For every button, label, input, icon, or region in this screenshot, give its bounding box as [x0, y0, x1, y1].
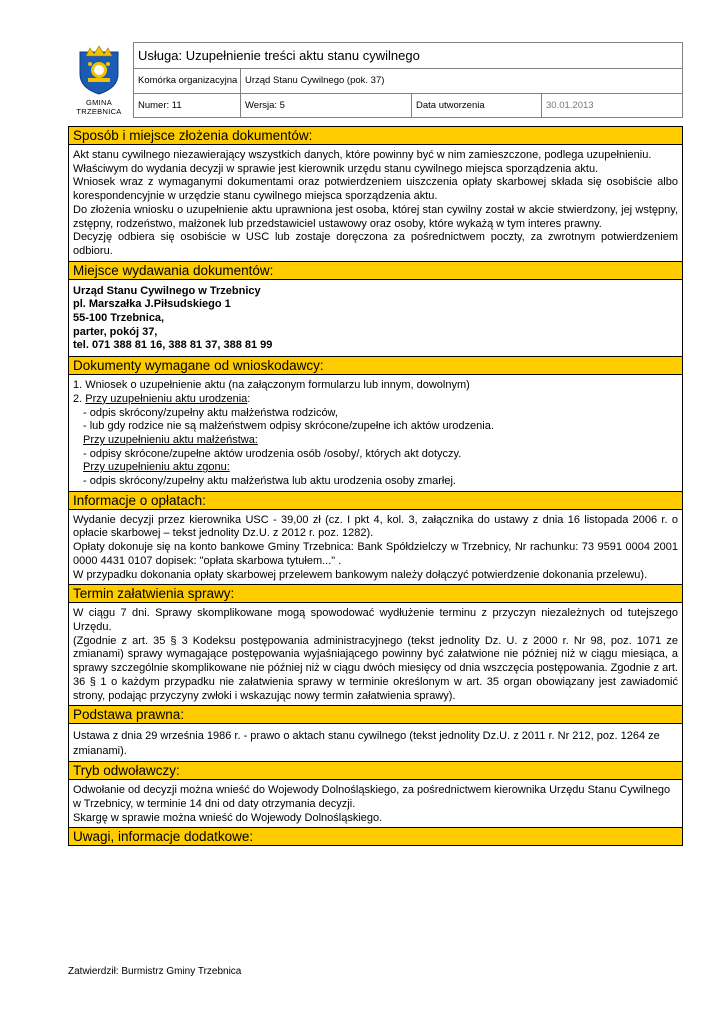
meta-row	[134, 94, 682, 117]
service-title: Usługa: Uzupełnienie treści aktu stanu cywilnego	[134, 43, 682, 69]
section-body-legal-basis	[69, 724, 682, 761]
municipality-logo	[68, 42, 130, 118]
section-heading-issue-place: Miejsce wydawania dokumentów:	[69, 261, 682, 280]
birth-heading: Przy uzupełnieniu aktu urodzenia	[85, 392, 248, 405]
paragraph: Wydanie decyzji przez kierownika USC - 39,00 zł (cz. I pkt 4, kol. 3, załącznika do ustawy z dnia 16 listopada 2006 r. o opłacie skarbowej – tekst jednolity Dz.U. z 2012 r. poz. 1282).	[73, 513, 678, 540]
death-heading: Przy uzupełnieniu aktu zgonu:	[83, 461, 230, 474]
paragraph: Decyzję odbiera się osobiście w USC lub zostaje doręczona za pośrednictwem poczty, za zwrotnym potwierdzeniem odbioru.	[73, 231, 678, 257]
section-body-deadline	[69, 603, 682, 705]
unit-label: Komórka organizacyjna	[134, 69, 241, 93]
logo-caption	[68, 98, 130, 116]
paragraph: Akt stanu cywilnego niezawierający wszystkich danych, które powinny być w nim zamieszczone, podlega uzupełnieniu.	[73, 149, 652, 161]
office-city: 55-100 Trzebnica,	[73, 312, 165, 325]
created-date: 30.01.2013	[546, 100, 594, 111]
document-page	[68, 42, 683, 846]
section-body-required-docs	[69, 375, 682, 491]
section-body-issue-place	[69, 280, 682, 357]
approval-footer: Zatwierdził: Burmistrz Gminy Trzebnica	[68, 966, 242, 977]
list-item: - odpisy skrócone/zupełne aktów urodzenia osób /osoby/, których akt dotyczy.	[83, 447, 462, 460]
section-heading-appeal: Tryb odwoławczy:	[69, 761, 682, 780]
section-heading-deadline: Termin załatwienia sprawy:	[69, 584, 682, 603]
version-value: Wersja: 5	[241, 94, 412, 117]
paragraph: Opłaty dokonuje się na konto bankowe Gminy Trzebnica: Bank Spółdzielczy w Trzebnicy, Nr rachunku: 73 9591 0004 2001 0000 4431 0107 dopisek: "opłata skarbowa tytułem..." .	[73, 541, 678, 567]
list-number: 2.	[73, 392, 86, 405]
unit-value: Urząd Stanu Cywilnego (pok. 37)	[245, 75, 385, 86]
section-heading-fees: Informacje o opłatach:	[69, 491, 682, 510]
logo-line-2: TRZEBNICA	[76, 107, 122, 116]
paragraph: W przypadku dokonania opłaty skarbowej przelewem bankowym należy dołączyć potwierdzenie dokonania przelewu).	[73, 568, 648, 581]
paragraph: Właściwym do wydania decyzji w sprawie jest kierownik urzędu stanu cywilnego miejsca sporządzenia aktu.	[73, 162, 599, 175]
list-item: - lub gdy rodzice nie są małżeństwem odpisy skrócone/zupełne ich aktów urodzenia.	[83, 420, 494, 433]
paragraph: W ciągu 7 dni. Sprawy skomplikowane mogą spowodować wydłużenie terminu z przyczyn niezależnych od tutejszego Urzędu.	[73, 607, 678, 633]
section-heading-legal-basis: Podstawa prawna:	[69, 705, 682, 724]
paragraph: Ustawa z dnia 29 września 1986 r. - prawo o aktach stanu cywilnego (tekst jednolity Dz.U. z 2011 r. Nr 212, poz. 1264 ze zmianami).	[73, 730, 660, 758]
section-heading-notes: Uwagi, informacje dodatkowe:	[69, 827, 682, 845]
unit-row	[134, 69, 682, 94]
number-value: Numer: 11	[134, 94, 241, 117]
list-item: - odpis skrócony/zupełny aktu małżeństwa rodziców,	[83, 406, 338, 419]
paragraph: Odwołanie od decyzji można wnieść do Wojewody Dolnośląskiego, za pośrednictwem kierownika Urzędu Stanu Cywilnego w Trzebnicy, w terminie 14 dni od daty otrzymania decyzji.	[73, 784, 671, 810]
list-item: 1. Wniosek o uzupełnienie aktu (na załączonym formularzu lub innym, dowolnym)	[73, 379, 470, 392]
section-body-fees	[69, 510, 682, 585]
document-header	[68, 42, 683, 118]
list-item: - odpis skrócony/zupełny aktu małżeństwa lub aktu urodzenia osoby zmarłej.	[83, 475, 456, 488]
office-name: Urząd Stanu Cywilnego w Trzebnicy	[73, 284, 261, 297]
office-street: pl. Marszałka J.Piłsudskiego 1	[73, 298, 231, 311]
section-heading-required-docs: Dokumenty wymagane od wnioskodawcy:	[69, 356, 682, 375]
paragraph: Skargę w sprawie można wnieść do Wojewody Dolnośląskiego.	[73, 811, 383, 824]
content-sections	[68, 126, 683, 846]
logo-line-1: GMINA	[85, 98, 113, 107]
office-phone: tel. 071 388 81 16, 388 81 37, 388 81 99	[73, 339, 273, 352]
section-body-appeal	[69, 780, 682, 827]
section-heading-submission: Sposób i miejsce złożenia dokumentów:	[69, 126, 682, 145]
list-item	[73, 393, 678, 407]
paragraph: Do złożenia wniosku o uzupełnienie aktu uprawniona jest osoba, której stan cywilny został w akcie stwierdzony, jej wstępny, zstępny, rodzeństwo, małżonek lub przedstawiciel ustawowy oraz osoby, które wykażą w tym interes prawny.	[73, 203, 678, 230]
service-info-table	[133, 42, 683, 118]
paragraph: Wniosek wraz z wymaganymi dokumentami oraz potwierdzeniem uiszczenia opłaty skarbowej składa się osobiście albo korespondencyjnie w urzędzie stanu cywilnego miejsca sporządzenia aktu.	[73, 176, 678, 203]
office-room: parter, pokój 37,	[73, 325, 158, 338]
marriage-heading: Przy uzupełnieniu aktu małżeństwa:	[83, 433, 258, 446]
coat-of-arms-icon	[72, 44, 126, 96]
paragraph: (Zgodnie z art. 35 § 3 Kodeksu postępowania administracyjnego (tekst jednolity Dz. U. z 2000 r. Nr 98, poz. 1071 ze zmianami) sprawy wymagające postępowania wyjaśniającego powinny być załatwione nie później niż w ciągu miesiąca, a sprawy szczególnie skomplikowane nie później niż w ciągu dwóch miesięcy od dnia wszczęcia postępowania. Zgodnie z art. 36 § 1 o każdym przypadku nie załatwienia sprawy w terminie określonym w art. 35 organ obowiązany jest zawiadomić strony, podając przyczyny zwłoki i wskazując nowy termin załatwienia sprawy).	[73, 634, 678, 702]
created-label: Data utworzenia	[412, 94, 542, 117]
colon: :	[247, 392, 251, 405]
section-body-submission	[69, 145, 682, 261]
